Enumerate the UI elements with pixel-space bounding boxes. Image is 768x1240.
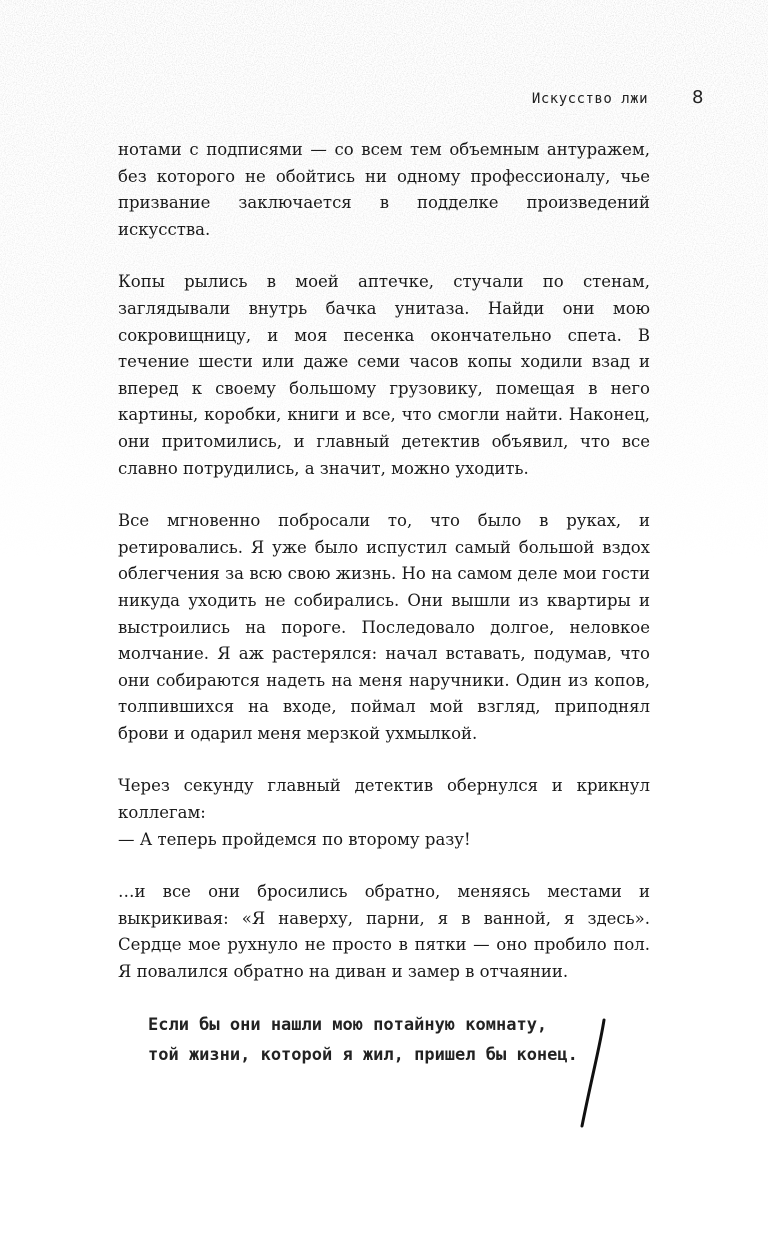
running-title: Искусство лжи <box>531 91 648 107</box>
paragraph: Через секунду главный детектив обернулся и крикнул коллегам: <box>118 776 650 823</box>
pull-quote: Если бы они нашли мою потайную комнату, той жизни, которой я жил, пришел бы конец. <box>148 1015 578 1065</box>
hand-drawn-slash-mark <box>570 1016 610 1132</box>
paragraph: Все мгновенно побросали то, что было в руках, и ретировались. Я уже было испустил самый большой вздох облегчения за всю свою жизнь. Но на самом деле мои гости никуда уходить не собирались. Они вышли из квартиры и выстроились на пороге. Последовало долгое, неловкое молчание. Я аж растерялся: начал вставать, подумав, что они собираются надеть на меня наручники. Один из копов, толпившихся на входе, поймал мой взгляд, приподнял брови и одарил меня мерзкой ухмылкой. <box>118 511 650 743</box>
paragraph: Копы рылись в моей аптечке, стучали по стенам, заглядывали внутрь бачка унитаза. Найди они мою сокровищницу, и моя песенка окончательно спета. В течение шести или даже семи часов копы ходили взад и вперед к своему большому грузовику, помещая в него картины, коробки, книги и все, что смогли найти. Наконец, они притомились, и главный детектив объявил, что все славно потрудились, а значит, можно уходить. <box>118 272 650 478</box>
paragraph: …и все они бросились обратно, меняясь местами и выкрикивая: «Я наверху, парни, я в ванной, я здесь». Сердце мое рухнуло не просто в пятки — оно пробило пол. Я повалился обратно на диван и замер в отчаянии. <box>118 882 650 982</box>
page-header <box>0 89 768 113</box>
page-number: 8 <box>692 87 704 108</box>
paragraph: нотами с подписями — со всем тем объемным антуражем, без которого не обойтись ни одному профессионалу, чье призвание заключается в подделке произведений искусства. <box>118 140 650 239</box>
dialogue-line: — А теперь пройдемся по второму разу! <box>118 829 471 849</box>
body-text <box>118 137 650 1012</box>
